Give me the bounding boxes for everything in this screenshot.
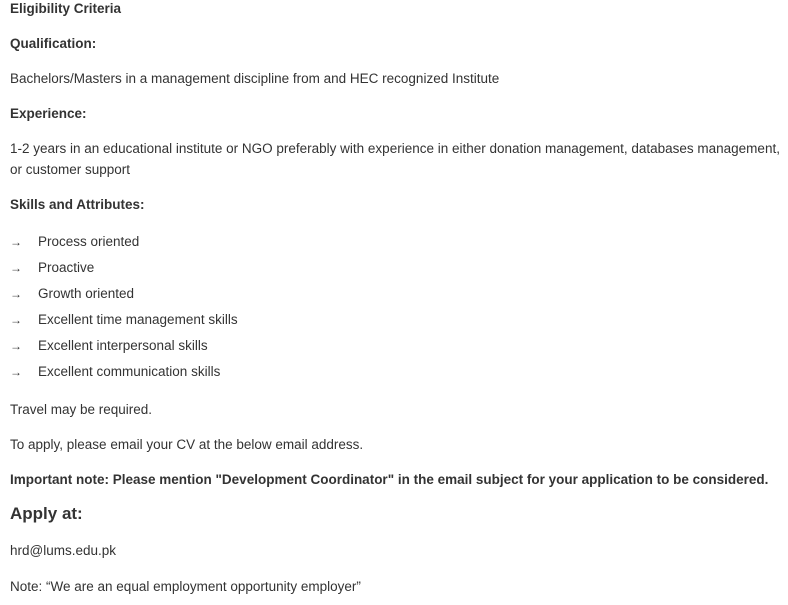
arrow-right-icon: → — [10, 287, 22, 301]
skill-label: Excellent communication skills — [38, 364, 221, 379]
apply-instruction: To apply, please email your CV at the below email address. — [10, 437, 364, 452]
important-note: Important note: Please mention "Development Coordinator" in the email subject for your application to be considered. — [10, 472, 769, 487]
skills-heading: Skills and Attributes: — [10, 197, 145, 212]
skill-label: Excellent time management skills — [38, 312, 238, 327]
email-link[interactable]: hrd@lums.edu.pk — [10, 543, 117, 558]
skill-label: Process oriented — [38, 234, 140, 249]
qualification-text: Bachelors/Masters in a management discipline from and HEC recognized Institute — [10, 71, 500, 86]
arrow-right-icon: → — [10, 313, 22, 327]
skill-item — [10, 312, 238, 328]
apply-heading: Apply at: — [10, 504, 83, 523]
travel-text: Travel may be required. — [10, 402, 153, 417]
skill-item — [10, 338, 208, 354]
skill-label: Growth oriented — [38, 286, 135, 301]
qualification-heading: Qualification: — [10, 36, 97, 51]
experience-text: 1-2 years in an educational institute or NGO preferably with experience in either donation management, databases management, or customer support — [10, 141, 780, 177]
arrow-right-icon: → — [10, 365, 22, 379]
skill-item — [10, 364, 220, 380]
arrow-right-icon: → — [10, 235, 22, 249]
arrow-right-icon: → — [10, 261, 22, 275]
arrow-right-icon: → — [10, 339, 22, 353]
skill-label: Excellent interpersonal skills — [38, 338, 208, 353]
eligibility-heading: Eligibility Criteria — [10, 1, 122, 16]
skill-label: Proactive — [38, 260, 95, 275]
skill-item — [10, 234, 139, 250]
skill-item — [10, 286, 134, 302]
footer-note: Note: “We are an equal employment opportunity employer” — [10, 579, 361, 594]
experience-heading: Experience: — [10, 106, 87, 121]
skill-item — [10, 260, 94, 276]
